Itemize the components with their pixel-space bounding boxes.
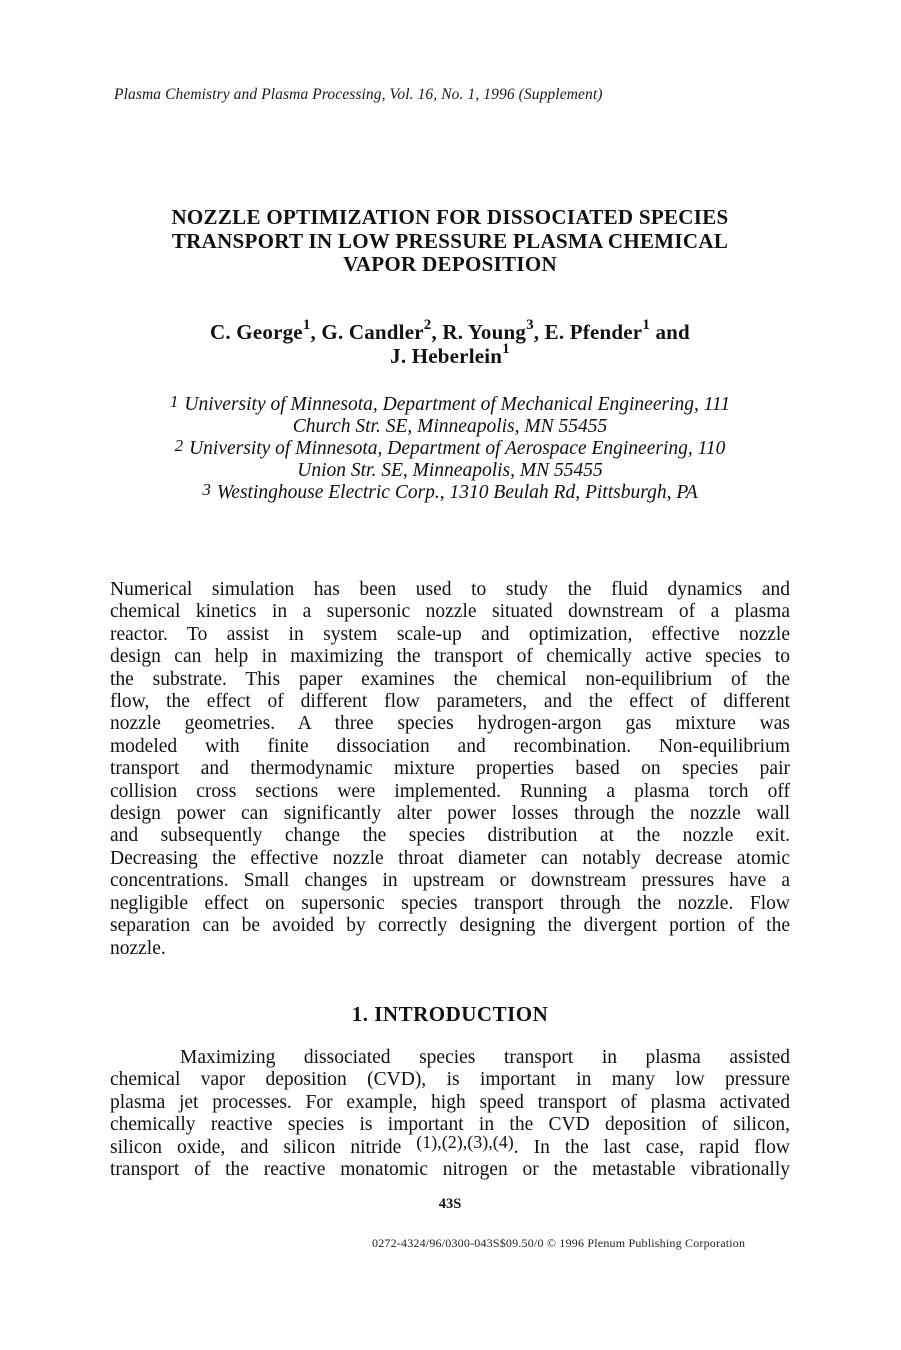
abstract-line: concentrations. Small changes in upstream or downstream pressures have a	[110, 870, 790, 892]
author-separator: ,	[310, 320, 322, 344]
affiliation-line	[110, 438, 790, 460]
author-line	[110, 341, 790, 368]
abstract-line: Numerical simulation has been used to study the fluid dynamics and	[110, 579, 790, 600]
abstract-line: negligible effect on supersonic species transport through the nozzle. Flow	[110, 892, 790, 914]
paper-title	[110, 206, 790, 277]
affiliation-line	[110, 394, 790, 416]
author-affiliation-mark: 3	[526, 317, 534, 333]
paragraph-line: Maximizing dissociated species transport in plasma assisted	[180, 1047, 790, 1068]
affiliation-line: Church Str. SE, Minneapolis, MN 55455	[292, 416, 608, 437]
title-line: NOZZLE OPTIMIZATION FOR DISSOCIATED SPECIES	[171, 205, 729, 229]
abstract-line: modeled with finite dissociation and recombination. Non-equilibrium	[110, 735, 790, 757]
author-affiliation-mark: 1	[642, 317, 651, 333]
author-separator: and	[650, 320, 690, 344]
author-name: C. George	[210, 320, 303, 344]
citation-refs: (1),(2),(3),(4)	[416, 1131, 514, 1152]
affiliation-line: Union Str. SE, Minneapolis, MN 55455	[297, 460, 603, 481]
abstract-line: nozzle.	[110, 937, 166, 959]
abstract-line: design can help in maximizing the transport of chemically active species to	[110, 646, 790, 668]
author-name: R. Young	[442, 320, 527, 344]
author-name: G. Candler	[321, 320, 424, 344]
section-heading: 1. INTRODUCTION	[351, 1002, 549, 1026]
title-line: VAPOR DEPOSITION	[343, 252, 557, 276]
affiliation-text: University of Minnesota, Department of Aerospace Engineering, 110	[189, 438, 726, 459]
author-line	[110, 317, 790, 344]
affiliation-number: 3	[202, 480, 211, 499]
abstract-line: nozzle geometries. A three species hydrogen-argon gas mixture was	[110, 713, 790, 735]
copyright-line: 0272-4324/96/0300-043S$09.50/0 © 1996 Plenum Publishing Corporation	[372, 1236, 746, 1250]
author-separator: ,	[533, 320, 545, 344]
affiliation-number: 1	[169, 392, 179, 411]
abstract-line: chemical kinetics in a supersonic nozzle situated downstream of a plasma	[110, 601, 790, 623]
paragraph-line: chemically reactive species is important in the CVD deposition of silicon,	[110, 1114, 790, 1136]
abstract-line: the substrate. This paper examines the chemical non-equilibrium of the	[110, 668, 790, 690]
abstract-line: transport and thermodynamic mixture properties based on species pair	[110, 758, 790, 780]
paragraph-line: plasma jet processes. For example, high speed transport of plasma activated	[110, 1091, 790, 1113]
affiliation-number: 2	[174, 436, 184, 455]
author-name: E. Pfender	[544, 320, 643, 344]
author-affiliation-mark: 1	[302, 317, 311, 333]
abstract-line: and subsequently change the species distribution at the nozzle exit.	[110, 825, 790, 847]
paragraph-line: chemical vapor deposition (CVD), is important in many low pressure	[110, 1069, 790, 1091]
page-number: 43S	[438, 1196, 462, 1212]
paragraph-line: transport of the reactive monatomic nitrogen or the metastable vibrationally	[110, 1159, 790, 1181]
author-name: J. Heberlein	[390, 344, 503, 368]
author-separator: ,	[431, 320, 443, 344]
abstract-line: reactor. To assist in system scale-up and optimization, effective nozzle	[110, 623, 790, 645]
abstract-line: separation can be avoided by correctly designing the divergent portion of the	[110, 915, 790, 937]
paragraph-line	[110, 1131, 790, 1159]
introduction-body	[110, 1047, 790, 1181]
abstract-line: collision cross sections were implemented. Running a plasma torch off	[110, 780, 790, 802]
affiliation-text: University of Minnesota, Department of Mechanical Engineering, 111	[184, 394, 731, 415]
line-text: silicon oxide, and silicon nitride	[110, 1136, 417, 1158]
author-affiliation-mark: 2	[423, 317, 432, 333]
abstract-line: design power can significantly alter power losses through the nozzle wall	[110, 803, 790, 825]
affiliation-list	[110, 394, 790, 504]
author-affiliation-mark: 1	[502, 341, 510, 357]
abstract-line: Decreasing the effective nozzle throat diameter can notably decrease atomic	[110, 847, 790, 869]
abstract-line: flow, the effect of different flow parameters, and the effect of different	[110, 691, 790, 713]
title-line: TRANSPORT IN LOW PRESSURE PLASMA CHEMICAL	[171, 228, 729, 253]
author-list	[110, 317, 790, 368]
abstract	[110, 579, 790, 960]
line-text: . In the last case, rapid flow	[513, 1136, 790, 1158]
journal-header: Plasma Chemistry and Plasma Processing, Vol. 16, No. 1, 1996 (Supplement)	[114, 86, 603, 103]
affiliation-text: Westinghouse Electric Corp., 1310 Beulah Rd, Pittsburgh, PA	[216, 482, 698, 503]
affiliation-line	[110, 482, 790, 504]
